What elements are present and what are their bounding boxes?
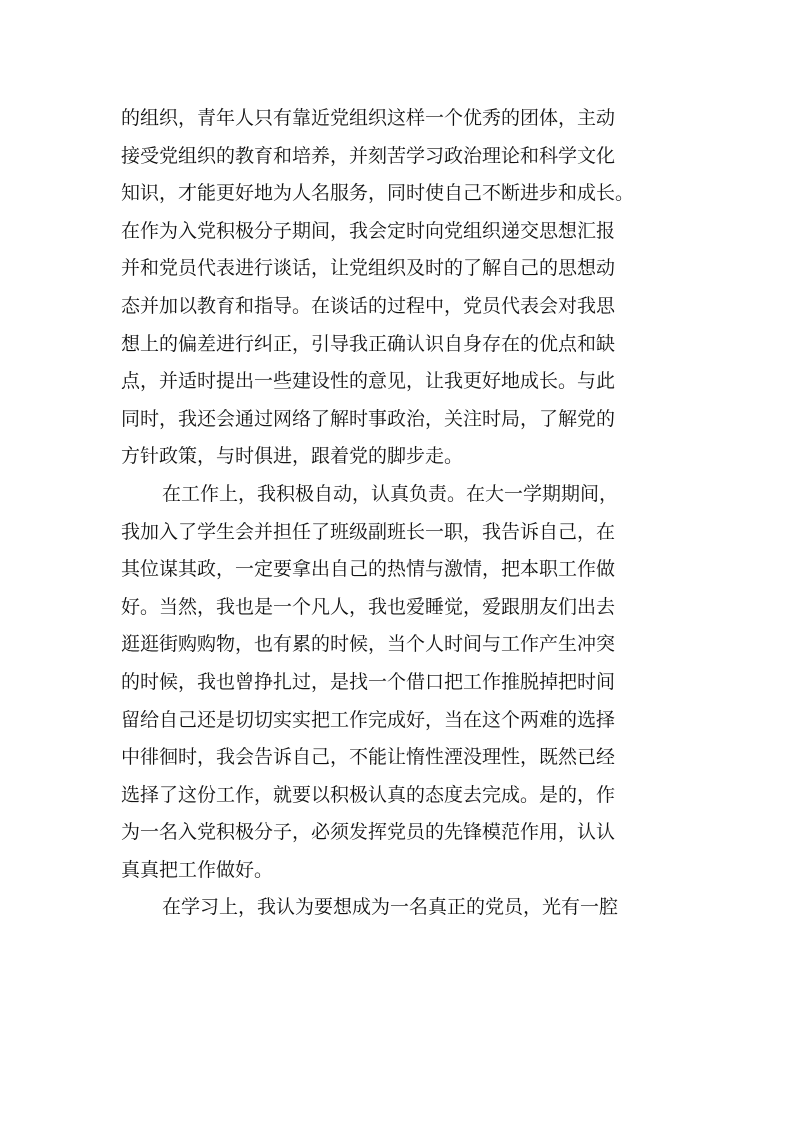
text-line-3: 知识，才能更好地为人名服务，同时使自己不断进步和成长。 <box>121 182 635 205</box>
text-line-14: 好。当然，我也是一个凡人，我也爱睡觉，爱跟朋友们出去 <box>121 595 616 618</box>
text-line-18: 中徘徊时，我会告诉自己，不能让惰性湮没理性，既然已经 <box>121 746 616 769</box>
text-line-10: 方针政策，与时俱进，跟着党的脚步走。 <box>121 445 464 468</box>
text-line-17: 留给自己还是切切实实把工作完成好，当在这个两难的选择 <box>121 708 616 731</box>
text-line-15: 逛逛街购购物，也有累的时候，当个人时间与工作产生冲突 <box>121 633 616 656</box>
text-line-21: 真真把工作做好。 <box>121 858 274 881</box>
paragraph-start-line-11: 在工作上，我积极自动，认真负责。在大一学期期间， <box>162 482 619 505</box>
text-line-9: 同时，我还会通过网络了解时事政治，关注时局，了解党的 <box>121 407 616 430</box>
document-body <box>121 100 681 927</box>
text-line-8: 点，并适时提出一些建设性的意见，让我更好地成长。与此 <box>121 370 616 393</box>
text-line-1: 的组织，青年人只有靠近党组织这样一个优秀的团体，主动 <box>121 107 616 129</box>
paragraph-start-line-22: 在学习上，我认为要想成为一名真正的党员，光有一腔 <box>162 896 619 919</box>
text-line-5: 并和党员代表进行谈话，让党组织及时的了解自己的思想动 <box>121 257 616 280</box>
text-line-6: 态并加以教育和指导。在谈话的过程中，党员代表会对我思 <box>121 294 616 317</box>
text-line-7: 想上的偏差进行纠正，引导我正确认识自身存在的优点和缺 <box>121 332 616 355</box>
text-line-12: 我加入了学生会并担任了班级副班长一职，我告诉自己，在 <box>121 520 616 543</box>
text-line-16: 的时候，我也曾挣扎过，是找一个借口把工作推脱掉把时间 <box>121 670 616 693</box>
text-line-19: 选择了这份工作，就要以积极认真的态度去完成。是的，作 <box>121 783 616 806</box>
text-line-4: 在作为入党积极分子期间，我会定时向党组织递交思想汇报 <box>121 219 616 242</box>
text-line-2: 接受党组织的教育和培养，并刻苦学习政治理论和科学文化 <box>121 144 616 167</box>
text-line-20: 为一名入党积极分子，必须发挥党员的先锋模范作用，认认 <box>121 821 616 844</box>
text-line-13: 其位谋其政，一定要拿出自己的热情与激情，把本职工作做 <box>121 558 616 581</box>
